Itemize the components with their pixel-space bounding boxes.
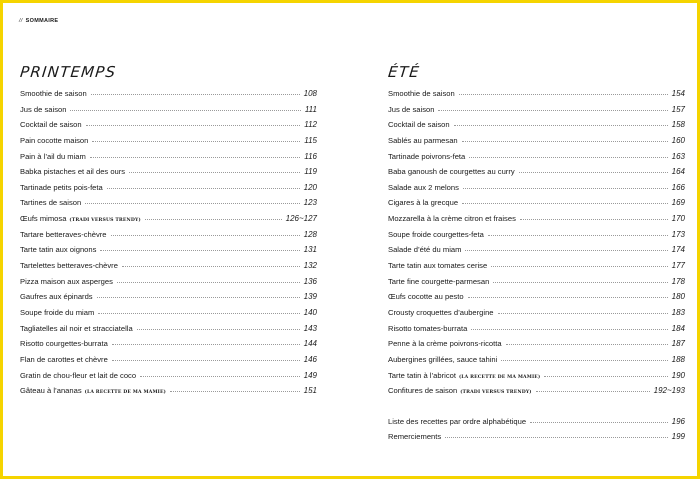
dotted-leader [488, 235, 668, 236]
dotted-leader [462, 141, 668, 142]
toc-entry-title: Cigares à la grecque [388, 198, 459, 208]
toc-entry[interactable] [388, 120, 685, 136]
toc-entry-title: Tarte tatin aux tomates cerise [388, 261, 488, 271]
toc-entry-page: 170 [671, 214, 685, 224]
toc-entry[interactable] [388, 167, 685, 183]
toc-entry-page: 178 [671, 276, 685, 286]
toc-entry[interactable] [20, 261, 317, 277]
dotted-leader [145, 219, 282, 220]
toc-entry-page: 119 [304, 167, 317, 177]
toc-entry-title: Risotto courgettes-burrata [20, 339, 108, 349]
toc-entry[interactable] [388, 245, 685, 261]
dotted-leader [117, 282, 300, 283]
toc-entry-title: Baba ganoush de courgettes au curry [388, 167, 515, 177]
toc-entry-title: Salade d’été du miam [388, 245, 462, 255]
toc-entry-page: 169 [671, 198, 685, 208]
dotted-leader [70, 110, 300, 111]
toc-entry-title: Flan de carottes et chèvre [20, 354, 108, 364]
toc-entry[interactable] [20, 277, 317, 293]
header-label: SOMMAIRE [25, 18, 59, 24]
toc-entry-page: 140 [303, 307, 317, 317]
appendix-toc-list [388, 417, 685, 448]
toc-entry-page: 183 [671, 307, 685, 317]
toc-entry-page: 116 [304, 151, 317, 161]
toc-entry[interactable] [20, 230, 317, 246]
toc-entry[interactable] [20, 292, 317, 308]
toc-entry-title: Tartare betteraves-chèvre [20, 229, 107, 239]
toc-entry-page: 146 [303, 354, 317, 364]
dotted-leader [140, 376, 300, 377]
dotted-leader [469, 157, 667, 158]
toc-entry-title: Smoothie de saison [20, 89, 87, 98]
toc-entry-tag: (LA RECETTE DE MA MAMIE) [84, 390, 166, 396]
toc-entry[interactable] [20, 136, 317, 152]
toc-entry[interactable] [388, 198, 685, 214]
toc-entry-page: 190 [671, 370, 685, 380]
toc-entry[interactable] [20, 371, 317, 387]
toc-entry[interactable] [20, 245, 317, 261]
toc-entry[interactable] [388, 432, 685, 448]
toc-entry-title: Œufs cocotte au pesto [388, 292, 464, 302]
toc-entry[interactable] [388, 136, 685, 152]
dotted-leader [491, 266, 667, 267]
toc-entry-title: Remerciements [388, 432, 442, 442]
toc-entry-page: 136 [303, 276, 317, 286]
toc-entry-page: 108 [303, 89, 317, 98]
toc-entry[interactable] [388, 355, 685, 371]
dotted-leader [137, 329, 300, 330]
toc-entry-page: 143 [303, 323, 317, 333]
dotted-leader [122, 266, 300, 267]
dotted-leader [129, 172, 300, 173]
summer-title: ÉTÉ [387, 63, 421, 81]
toc-entry-page: 166 [671, 182, 685, 192]
dotted-leader [111, 235, 300, 236]
toc-entry-page: 188 [671, 354, 685, 364]
toc-entry-title: Babka pistaches et ail des ours [20, 167, 126, 177]
dotted-leader [544, 376, 667, 377]
dotted-leader [454, 125, 668, 126]
dotted-leader [506, 344, 668, 345]
toc-entry-title: Gaufres aux épinards [20, 292, 93, 302]
dotted-leader [85, 203, 299, 204]
spring-column [20, 63, 317, 402]
summer-column [388, 63, 685, 448]
toc-entry-title: Cocktail de saison [20, 120, 82, 130]
toc-entry-title: Crousty croquettes d’aubergine [388, 307, 494, 317]
toc-entry-title: Smoothie de saison [388, 89, 455, 98]
toc-entry-title: Gratin de chou-fleur et lait de coco [20, 370, 137, 380]
toc-entry-tag: (TRADI VERSUS TRENDY) [460, 390, 532, 396]
toc-entry-title: Pain à l’ail du miam [20, 151, 86, 161]
toc-entry-page: 173 [671, 229, 685, 239]
toc-entry[interactable] [388, 230, 685, 246]
toc-entry-title: Confitures de saison [388, 386, 458, 396]
dotted-leader [536, 391, 650, 392]
toc-entry-page: 164 [671, 167, 685, 177]
dotted-leader [468, 297, 668, 298]
summer-toc-list [388, 89, 685, 402]
toc-entry[interactable] [388, 105, 685, 121]
toc-entry-page: 157 [671, 104, 685, 114]
toc-entry-tag: (TRADI VERSUS TRENDY) [69, 218, 141, 224]
toc-entry[interactable] [20, 355, 317, 371]
spring-toc-list [20, 89, 317, 402]
toc-entry-title: Tagliatelles ail noir et stracciatella [20, 323, 133, 333]
spring-title: PRINTEMPS [19, 63, 118, 81]
toc-entry[interactable] [388, 261, 685, 277]
toc-entry-page: 154 [671, 89, 685, 98]
toc-entry-page: 131 [303, 245, 317, 255]
dotted-leader [112, 344, 300, 345]
toc-entry-page: 163 [671, 151, 685, 161]
toc-entry[interactable] [20, 105, 317, 121]
toc-entry-page: 139 [303, 292, 317, 302]
dotted-leader [462, 203, 668, 204]
toc-entry-title: Mozzarella à la crème citron et fraises [388, 214, 516, 224]
toc-entry-page: 120 [303, 182, 317, 192]
toc-entry-page: 158 [671, 120, 685, 130]
dotted-leader [97, 297, 300, 298]
toc-entry[interactable] [20, 152, 317, 168]
dotted-leader [170, 391, 300, 392]
toc-entry-page: 174 [671, 245, 685, 255]
dotted-leader [91, 94, 300, 95]
dotted-leader [519, 172, 668, 173]
toc-entry-page: 196 [671, 416, 685, 426]
toc-entry[interactable] [388, 324, 685, 340]
dotted-leader [465, 250, 667, 251]
dotted-leader [463, 188, 668, 189]
toc-entry[interactable] [388, 371, 685, 387]
dotted-leader [493, 282, 667, 283]
dotted-leader [92, 141, 300, 142]
dotted-leader [86, 125, 301, 126]
toc-entry[interactable] [20, 120, 317, 136]
toc-entry-title: Pain cocotte maison [20, 135, 89, 145]
toc-entry[interactable] [20, 308, 317, 324]
toc-entry[interactable] [388, 292, 685, 308]
toc-entry-page: 180 [671, 292, 685, 302]
toc-entry[interactable] [388, 339, 685, 355]
toc-entry-title: Penne à la crème poivrons-ricotta [388, 339, 502, 349]
toc-entry-page: 149 [303, 370, 317, 380]
toc-entry-title: Gâteau à l’ananas [20, 386, 82, 396]
toc-entry-title: Aubergines grillées, sauce tahini [388, 354, 498, 364]
dotted-leader [98, 313, 299, 314]
toc-entry-title: Tartinade petits pois-feta [20, 182, 103, 192]
dotted-leader [501, 360, 667, 361]
toc-entry-title: Tarte tatin aux oignons [20, 245, 97, 255]
toc-entry-title: Tarte fine courgette-parmesan [388, 276, 490, 286]
toc-entry-page: 187 [671, 339, 685, 349]
dotted-leader [471, 329, 667, 330]
dotted-leader [459, 94, 668, 95]
toc-entry[interactable] [388, 308, 685, 324]
toc-entry[interactable] [20, 89, 317, 105]
dotted-leader [90, 157, 300, 158]
toc-entry-page: 132 [303, 261, 317, 271]
dotted-leader [445, 437, 667, 438]
toc-entry-title: Cocktail de saison [388, 120, 450, 130]
toc-entry-page: 111 [304, 104, 317, 114]
toc-entry-title: Jus de saison [20, 104, 67, 114]
toc-entry[interactable] [388, 183, 685, 199]
header-slashes: // [19, 18, 23, 24]
toc-entry[interactable] [388, 214, 685, 230]
toc-entry[interactable] [388, 417, 685, 433]
toc-entry[interactable] [20, 167, 317, 183]
toc-entry[interactable] [388, 152, 685, 168]
toc-entry-title: Salade aux 2 melons [388, 182, 459, 192]
toc-entry-title: Tartinade poivrons-feta [388, 151, 466, 161]
toc-entry-page: 112 [304, 120, 317, 130]
toc-entry-title: Soupe froide courgettes-feta [388, 229, 484, 239]
toc-entry[interactable] [20, 386, 317, 402]
toc-entry-page: 144 [303, 339, 317, 349]
toc-entry-title: Liste des recettes par ordre alphabétique [388, 416, 527, 426]
toc-entry-page: 151 [303, 386, 317, 396]
toc-entry-page: 177 [671, 261, 685, 271]
dotted-leader [112, 360, 300, 361]
toc-entry-title: Risotto tomates-burrata [388, 323, 468, 333]
toc-entry[interactable] [20, 214, 317, 230]
toc-entry[interactable] [20, 198, 317, 214]
toc-entry-page: 128 [303, 229, 317, 239]
dotted-leader [530, 422, 668, 423]
toc-entry-page: 184 [671, 323, 685, 333]
toc-entry-page: 160 [671, 135, 685, 145]
toc-entry-page: 123 [303, 198, 317, 208]
dotted-leader [438, 110, 667, 111]
toc-entry[interactable] [20, 324, 317, 340]
toc-entry-title: Jus de saison [388, 104, 435, 114]
toc-entry[interactable] [388, 277, 685, 293]
toc-entry-title: Tartelettes betteraves-chèvre [20, 261, 118, 271]
dotted-leader [520, 219, 668, 220]
toc-entry[interactable] [20, 339, 317, 355]
toc-entry-page: 199 [671, 432, 685, 442]
toc-entry[interactable] [388, 89, 685, 105]
toc-entry[interactable] [388, 386, 685, 402]
toc-entry-title: Œufs mimosa [20, 214, 67, 224]
dotted-leader [498, 313, 668, 314]
toc-entry-title: Tarte tatin à l’abricot [388, 370, 456, 380]
toc-entry-page: 192~193 [653, 386, 685, 396]
dotted-leader [100, 250, 299, 251]
section-header [19, 18, 58, 24]
toc-entry-page: 115 [304, 135, 317, 145]
dotted-leader [107, 188, 300, 189]
toc-entry-page: 126~127 [285, 214, 317, 224]
toc-entry-title: Tartines de saison [20, 198, 82, 208]
toc-entry-title: Soupe froide du miam [20, 307, 95, 317]
toc-entry[interactable] [20, 183, 317, 199]
toc-entry-title: Sablés au parmesan [388, 135, 458, 145]
toc-entry-title: Pizza maison aux asperges [20, 276, 113, 286]
toc-entry-tag: (LA RECETTE DE MA MAMIE) [458, 374, 541, 380]
